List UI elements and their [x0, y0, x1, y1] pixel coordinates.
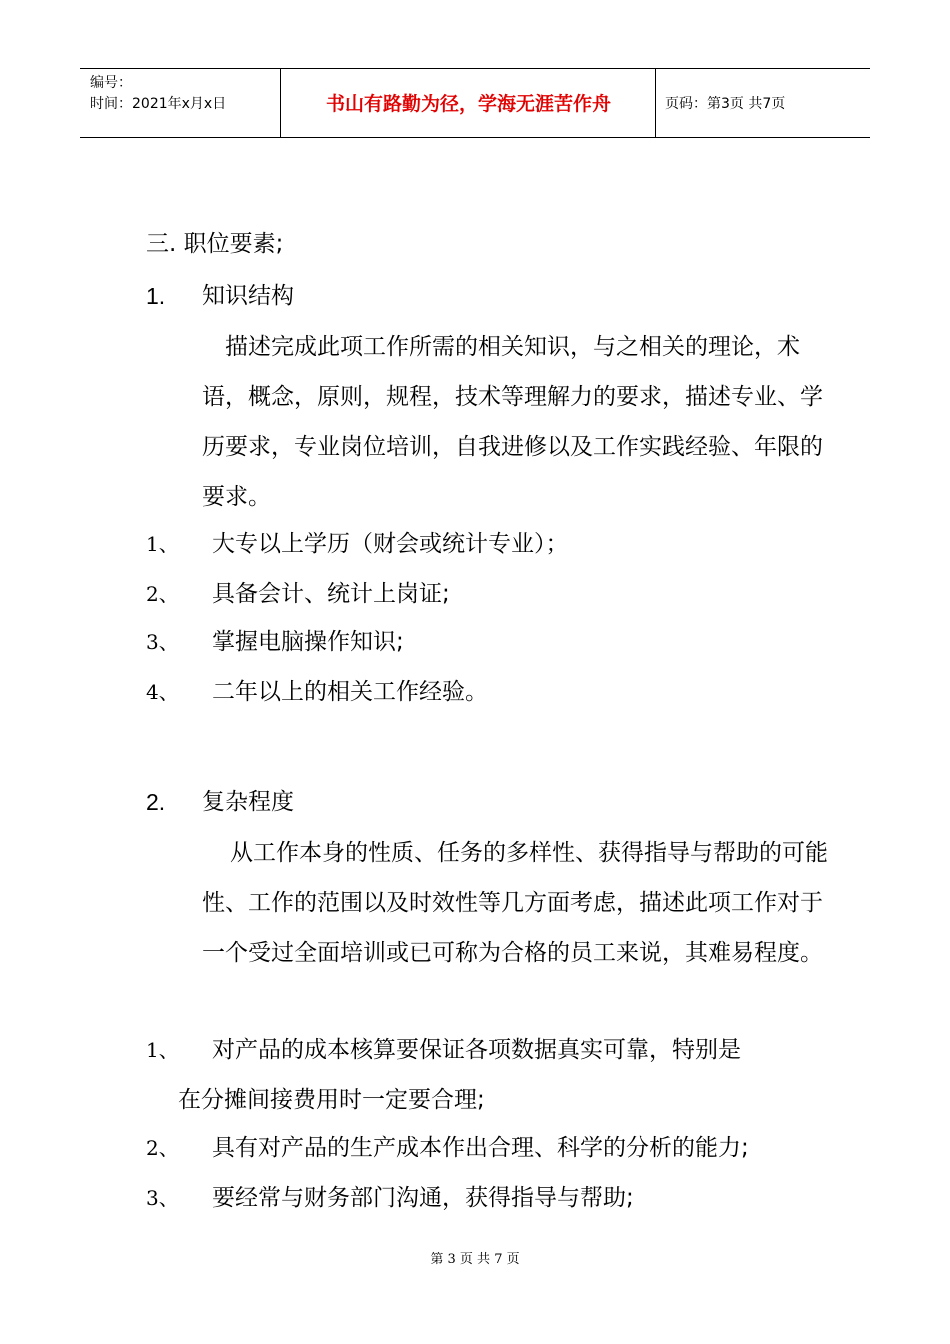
header-id-label: 编号：: [90, 75, 132, 91]
subsection-title: 知识结构: [202, 283, 294, 309]
list-item-text: 对产品的成本核算要保证各项数据真实可靠，特别是: [212, 1037, 741, 1063]
page-header: [80, 68, 870, 138]
list-item-number: 3、: [146, 630, 179, 654]
list-item-number: 3、: [146, 1186, 179, 1210]
list-item-text: 二年以上的相关工作经验。: [212, 679, 488, 705]
header-page-number: 页码：第3页 共7页: [665, 96, 786, 112]
section-title: 三. 职位要素;: [146, 231, 284, 257]
header-meta: [90, 73, 226, 115]
list-item-number: 2、: [146, 1136, 179, 1160]
list-item-text: 要经常与财务部门沟通，获得指导与帮助;: [212, 1185, 634, 1211]
page-footer: 第 3 页 共 7 页: [430, 1252, 520, 1267]
subsection-title: 复杂程度: [202, 789, 294, 815]
list-item-number: 1、: [146, 1038, 179, 1062]
list-item-text: 具备会计、统计上岗证;: [212, 581, 450, 607]
list-item-text: 大专以上学历（财会或统计专业）；: [212, 531, 569, 557]
header-divider: [655, 69, 656, 137]
header-motto: 书山有路勤为径，学海无涯苦作舟: [325, 93, 611, 115]
subsection-number: 1.: [146, 283, 166, 309]
subsection-description: 描述完成此项工作所需的相关知识，与之相关的理论，术语，概念，原则，规程，技术等理解力的要求，描述专业、学历要求，专业岗位培训，自我进修以及工作实践经验、年限的要求。: [202, 334, 823, 510]
list-item-number: 2、: [146, 582, 179, 606]
header-divider: [280, 69, 281, 137]
list-item-number: 1、: [146, 532, 179, 556]
list-item-text: 具有对产品的生产成本作出合理、科学的分析的能力;: [212, 1135, 749, 1161]
header-date: 时间：2021年x月x日: [90, 96, 227, 112]
list-item-number: 4、: [146, 680, 179, 704]
list-item-text: 掌握电脑操作知识;: [212, 629, 404, 655]
subsection-number: 2.: [146, 789, 166, 815]
list-item-continuation: 在分摊间接费用时一定要合理;: [178, 1087, 485, 1113]
subsection-description: 从工作本身的性质、任务的多样性、获得指导与帮助的可能性、工作的范围以及时效性等几方面考虑，描述此项工作对于一个受过全面培训或已可称为合格的员工来说，其难易程度。: [202, 840, 828, 966]
